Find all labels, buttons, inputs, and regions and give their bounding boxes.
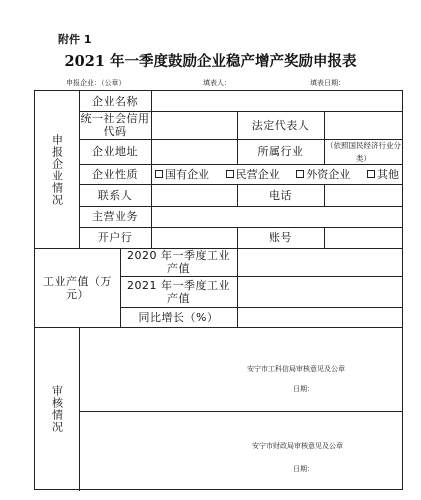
account-label: 账号 bbox=[269, 231, 292, 244]
industry-note: （依照国民经济行业分类） bbox=[326, 140, 401, 163]
attachment-label: 附件 1 bbox=[58, 33, 92, 46]
output-section-label: 工业产值（万元） bbox=[43, 274, 112, 301]
filler-label: 填表人： bbox=[203, 79, 231, 87]
company-name-field[interactable] bbox=[151, 91, 403, 111]
phone-label: 电话 bbox=[269, 188, 292, 202]
credit-code-label: 统一社会信用代码 bbox=[80, 112, 150, 138]
growth-label: 同比增长（%） bbox=[138, 310, 219, 324]
date-label: 填表日期： bbox=[310, 79, 345, 87]
business-field[interactable] bbox=[151, 206, 403, 227]
option-label: 民营企业 bbox=[235, 168, 280, 181]
industry-bureau-opinion: 安宁市工科信局审核意见及公章 bbox=[247, 365, 345, 373]
account-field[interactable] bbox=[324, 227, 403, 248]
option-foreign[interactable] bbox=[296, 166, 350, 182]
checkbox-icon bbox=[296, 170, 304, 178]
form-title: 2021 年一季度鼓励企业稳产增产奖励申报表 bbox=[64, 53, 357, 70]
nature-options bbox=[151, 164, 403, 184]
industry-bureau-date: 日期： bbox=[293, 385, 314, 393]
legal-rep-field[interactable] bbox=[324, 111, 403, 139]
nature-label: 企业性质 bbox=[92, 167, 138, 181]
applicant-label: 申报企业：（公章） bbox=[66, 79, 126, 87]
option-label: 其他 bbox=[376, 168, 399, 181]
finance-bureau-opinion: 安宁市财政局审核意见及公章 bbox=[252, 442, 343, 450]
bank-field[interactable] bbox=[151, 227, 237, 248]
credit-code-field[interactable] bbox=[151, 111, 237, 139]
q1-2020-label: 2020 年一季度工业产值 bbox=[127, 249, 230, 275]
business-label: 主营业务 bbox=[92, 210, 138, 223]
option-other[interactable] bbox=[367, 166, 399, 182]
option-state-owned[interactable] bbox=[155, 166, 209, 182]
option-label: 外资企业 bbox=[306, 168, 351, 181]
checkbox-icon bbox=[367, 170, 375, 178]
growth-field[interactable] bbox=[237, 307, 403, 327]
section-apply-label: 申报企业情况 bbox=[50, 133, 64, 206]
option-private[interactable] bbox=[226, 166, 280, 182]
checkbox-icon bbox=[226, 170, 234, 178]
q1-2021-field[interactable] bbox=[237, 276, 403, 307]
option-label: 国有企业 bbox=[165, 168, 209, 181]
address-field[interactable] bbox=[151, 139, 237, 164]
contact-label: 联系人 bbox=[97, 188, 133, 202]
checkbox-icon bbox=[155, 170, 163, 178]
phone-field[interactable] bbox=[324, 184, 403, 206]
q1-2021-label: 2021 年一季度工业产值 bbox=[127, 278, 230, 305]
address-label: 企业地址 bbox=[92, 145, 138, 158]
legal-rep-label: 法定代表人 bbox=[251, 118, 310, 132]
bank-label: 开户行 bbox=[97, 231, 133, 244]
industry-label: 所属行业 bbox=[257, 145, 304, 158]
company-name-label: 企业名称 bbox=[92, 94, 138, 108]
review-section-label: 审核情况 bbox=[50, 385, 64, 433]
finance-bureau-date: 日期： bbox=[293, 465, 314, 473]
contact-field[interactable] bbox=[151, 184, 237, 206]
application-form-table bbox=[34, 90, 403, 490]
q1-2020-field[interactable] bbox=[237, 248, 403, 276]
